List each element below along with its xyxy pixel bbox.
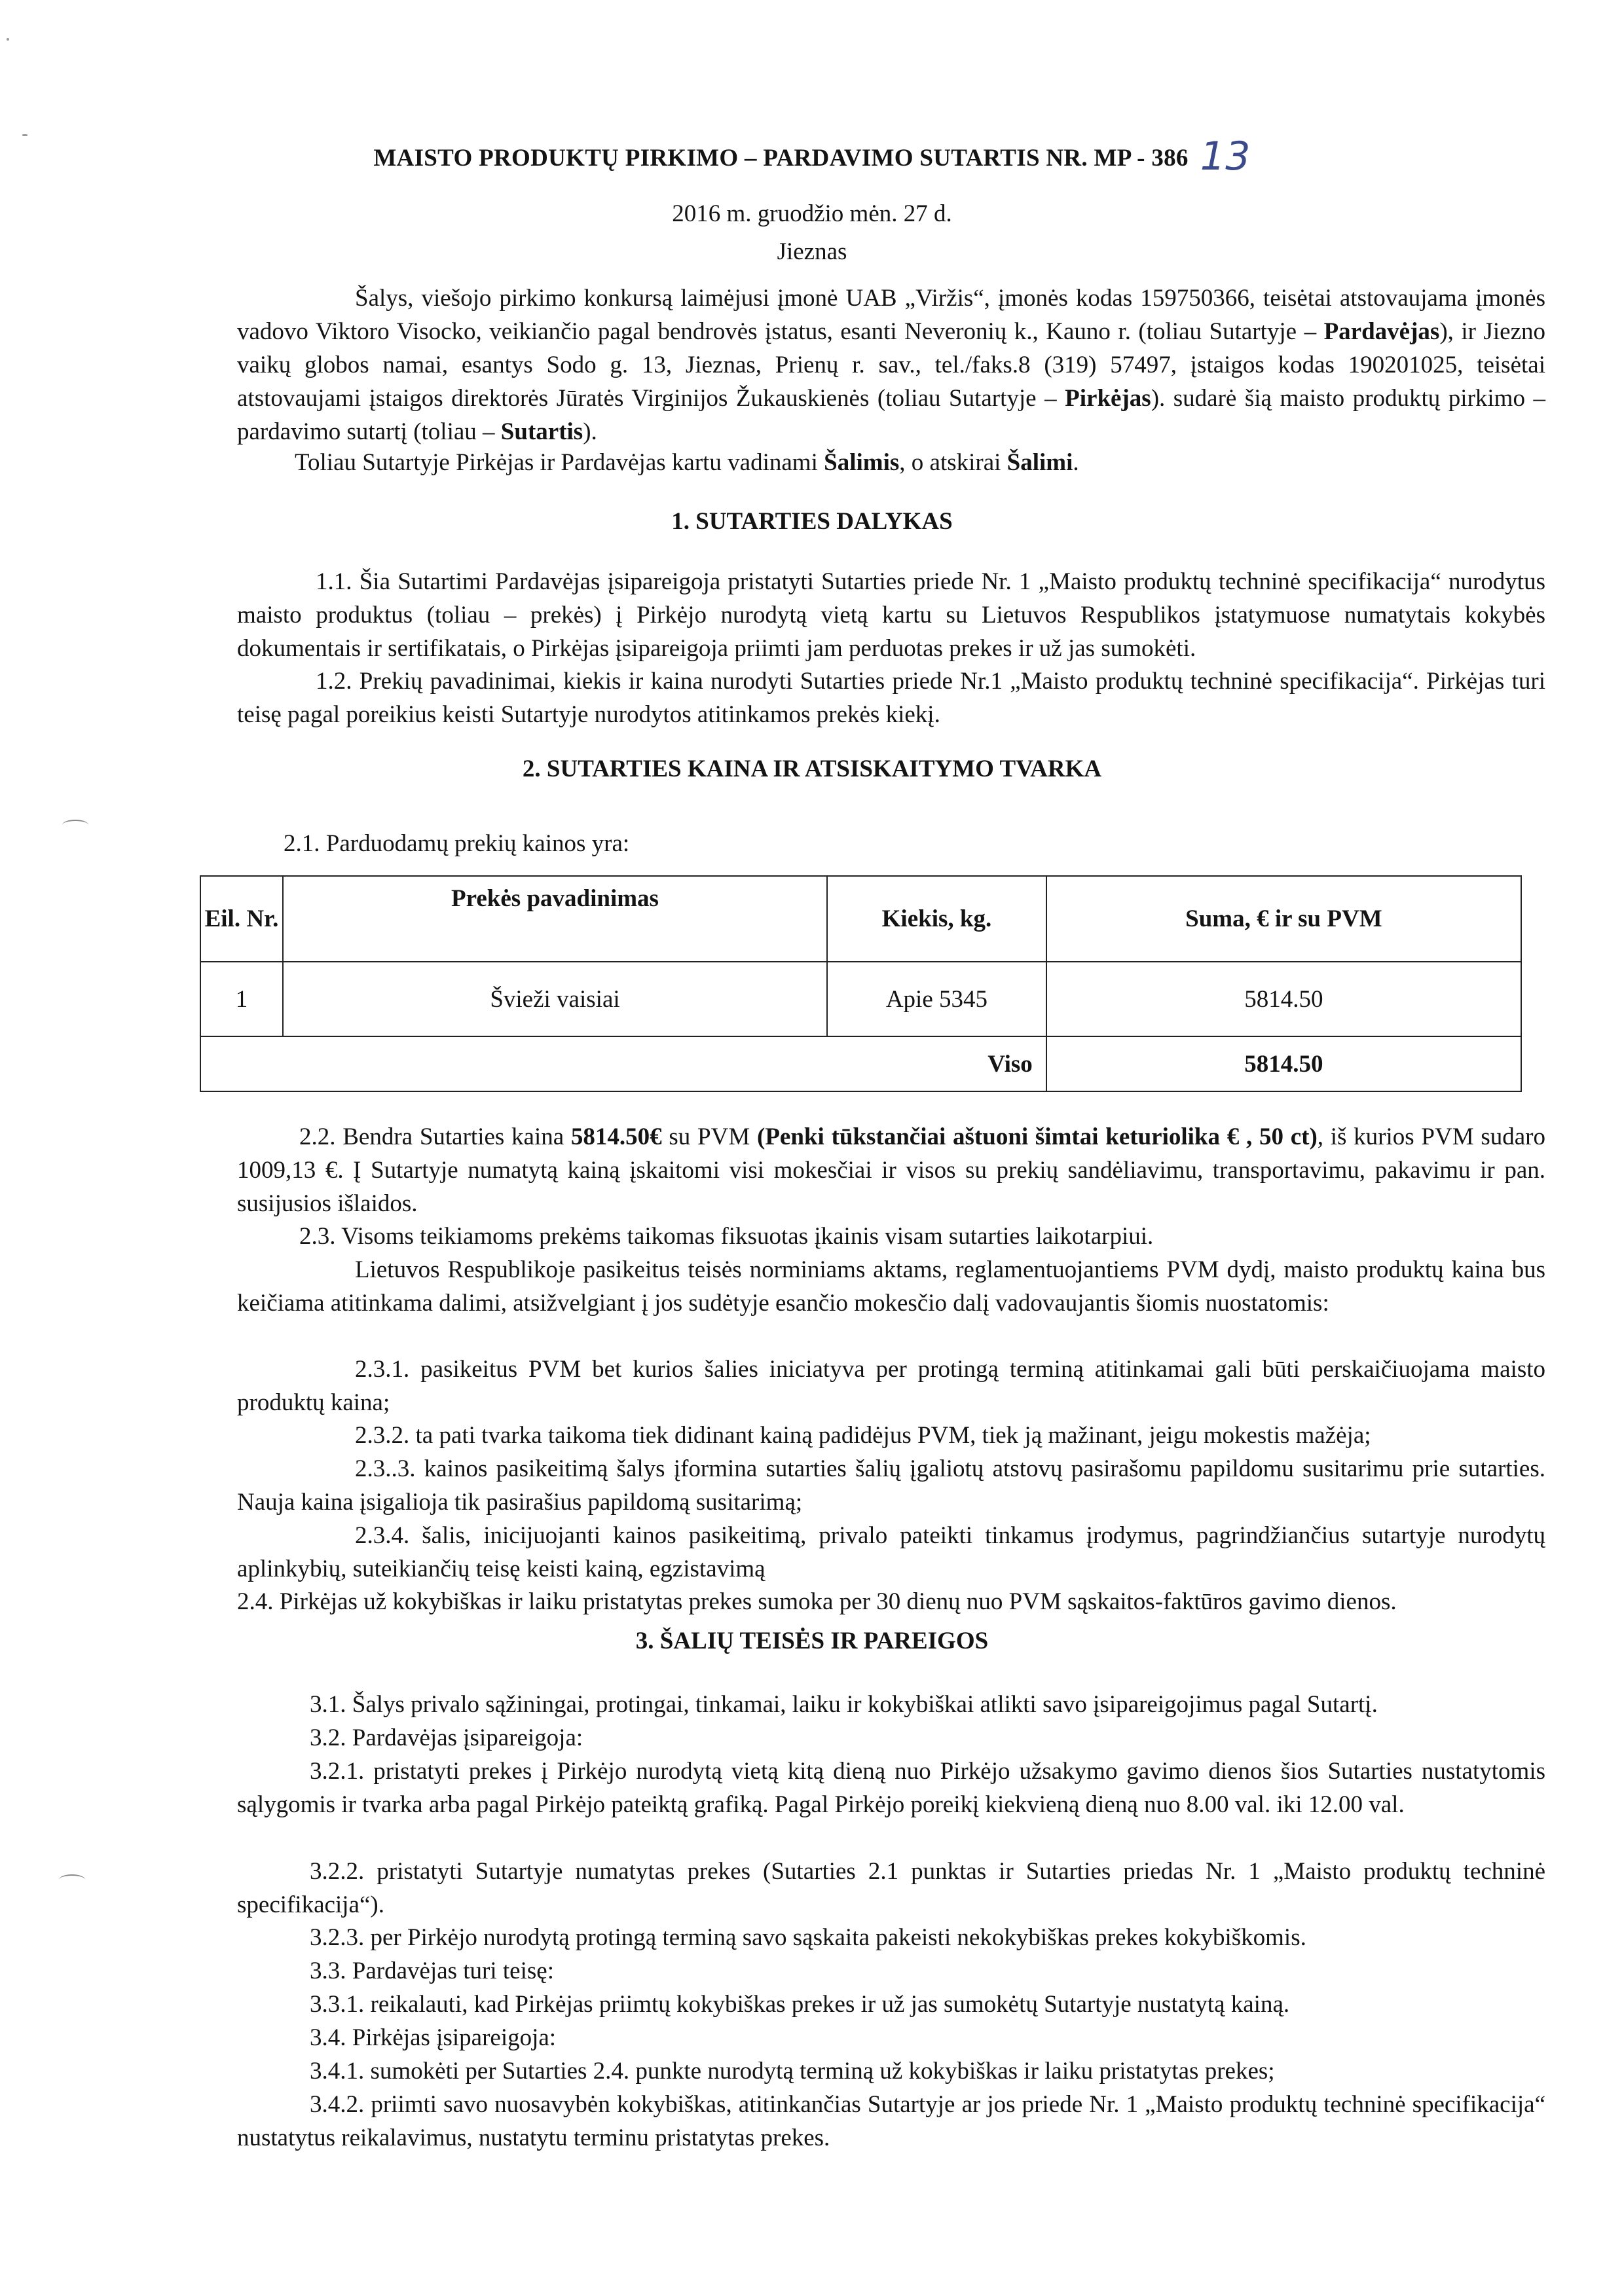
clause-2-3-2: 2.3.2. ta pati tvarka taikoma tiek didinant kainą padidėjus PVM, tiek ją mažinant, jeigu mokestis mažėja; bbox=[355, 1422, 1371, 1449]
cell-sum: 5814.50 bbox=[1046, 962, 1521, 1036]
col-header-sum: Suma, € ir su PVM bbox=[1046, 876, 1521, 962]
table-row bbox=[200, 962, 1521, 1036]
scan-speck bbox=[7, 38, 9, 41]
clause-3-4-2: 3.4.2. priimti savo nuosavybėn kokybiškas, atitinkančias Sutartyje ar jos priede Nr. 1 „Maisto produktų techninė specifikacija“ nustatytus reikalavimus, nustatytu terminu pristatytas prekes. bbox=[237, 2091, 1545, 2151]
price-table-header bbox=[200, 876, 1521, 962]
clause-2-1: 2.1. Parduodamų prekių kainos yra: bbox=[284, 830, 630, 857]
col-header-quantity: Kiekis, kg. bbox=[827, 876, 1046, 962]
clause-2-3: 2.3. Visoms teikiamoms prekėms taikomas fiksuotas įkainis visam sutarties laikotarpiui. bbox=[299, 1223, 1154, 1250]
clause-2-2: 2.2. Bendra Sutarties kaina 5814.50€ su PVM (Penki tūkstančiai aštuoni šimtai keturiolika € , 50 ct), iš kurios PVM sudaro 1009,13 €. Į Sutartyje numatytą kainą įskaitomi visi mokesčiai ir visos su prekių sandėliavimu, transportavimu, pakavimu ir pan. susijusios išlaidos. bbox=[237, 1123, 1545, 1217]
clause-2-4: 2.4. Pirkėjas už kokybiškas ir laiku pristatytas prekes sumoka per 30 dienų nuo PVM sąskaitos-faktūros gavimo dienos. bbox=[237, 1588, 1397, 1615]
cell-no: 1 bbox=[200, 962, 283, 1036]
clause-2-3-4: 2.3.4. šalis, inicijuojanti kainos pasikeitimą, privalo pateikti tinkamus įrodymus, pagrindžiančius sutartyje nurodytų aplinkybių, suteikiančių teisę keisti kainą, egzistavimą bbox=[237, 1522, 1545, 1582]
title-text: MAISTO PRODUKTŲ PIRKIMO – PARDAVIMO SUTARTIS NR. MP - 386 bbox=[373, 145, 1189, 172]
clause-3-1: 3.1. Šalys privalo sąžiningai, protingai, tinkamai, laiku ir kokybiškai atlikti savo įsipareigojimus pagal Sutartį. bbox=[310, 1691, 1378, 1718]
document-title bbox=[0, 130, 1624, 179]
clause-3-4: 3.4. Pirkėjas įsipareigoja: bbox=[310, 2024, 557, 2051]
intro-paragraph: Šalys, viešojo pirkimo konkursą laimėjusi įmonė UAB „Viržis“, įmonės kodas 159750366, teisėtai atstovaujama įmonės vadovo Viktoro Visocko, veikiančio pagal bendrovės įstatus, esanti Neveronių k., Kauno r. (toliau Sutartyje – Pardavėjas), ir Jiezno vaikų globos namai, esantys Sodo g. 13, Jieznas, Prienų r. sav., tel./faks.8 (319) 57497, įstaigos kodas 190201025, teisėtai atstovaujami įstaigos direktorės Jūratės Virginijos Žukauskienės (toliau Sutartyje – Pirkėjas). sudarė šią maisto produktų pirkimo – pardavimo sutartį (toliau – Sutartis). bbox=[237, 285, 1545, 445]
col-header-no: Eil. Nr. bbox=[200, 876, 283, 962]
clause-3-3: 3.3. Pardavėjas turi teisę: bbox=[310, 1958, 554, 1984]
punch-hole-mark bbox=[62, 820, 88, 830]
clause-3-2-2: 3.2.2. pristatyti Sutartyje numatytas prekes (Sutarties 2.1 punktas ir Sutarties priedas Nr. 1 „Maisto produktų techninė specifikacija“). bbox=[237, 1858, 1545, 1918]
clause-3-2-1: 3.2.1. pristatyti prekes į Pirkėjo nurodytą vietą kitą dieną nuo Pirkėjo užsakymo gavimo dienos šios Sutarties nustatytomis sąlygomis ir tvarka arba pagal Pirkėjo pateiktą grafiką. Pagal Pirkėjo poreikį kiekvieną dieną nuo 8.00 val. iki 12.00 val. bbox=[237, 1758, 1545, 1818]
punch-hole-mark bbox=[59, 1874, 85, 1885]
clause-2-3-1: 2.3.1. pasikeitus PVM bet kurios šalies iniciatyva per protingą terminą atitinkamai gali būti perskaičiuojama maisto produktų kaina; bbox=[237, 1356, 1545, 1416]
clause-3-2: 3.2. Pardavėjas įsipareigoja: bbox=[310, 1724, 583, 1751]
section-1-heading: 1. SUTARTIES DALYKAS bbox=[671, 508, 953, 535]
clause-3-2-3: 3.2.3. per Pirkėjo nurodytą protingą terminą savo sąskaita pakeisti nekokybiškas prekes kokybiškomis. bbox=[310, 1924, 1306, 1951]
clause-3-3-1: 3.3.1. reikalauti, kad Pirkėjas priimtų kokybiškas prekes ir už jas sumokėtų Sutartyje nustatytą kainą. bbox=[310, 1991, 1290, 2018]
price-table bbox=[200, 875, 1522, 1092]
total-value: 5814.50 bbox=[1046, 1036, 1521, 1091]
intro-definitions: Toliau Sutartyje Pirkėjas ir Pardavėjas kartu vadinami Šalimis, o atskirai Šalimi. bbox=[295, 449, 1079, 476]
clause-3-4-1: 3.4.1. sumokėti per Sutarties 2.4. punkte nurodytą terminą už kokybiškas ir laiku pristatytas prekes; bbox=[310, 2058, 1275, 2085]
cell-empty bbox=[200, 1036, 827, 1091]
cell-item: Švieži vaisiai bbox=[283, 962, 827, 1036]
col-header-item: Prekės pavadinimas bbox=[283, 876, 827, 962]
clause-1-1: 1.1. Šia Sutartimi Pardavėjas įsipareigoja pristatyti Sutarties priede Nr. 1 „Maisto produktų techninė specifikacija“ nurodytus maisto produktus (toliau – prekės) į Pirkėjo nurodytą vietą kartu su Lietuvos Respublikos įstatymuose numatytais kokybės dokumentais ir sertifikatais, o Pirkėjas įsipareigoja priimti jam perduotas prekes ir už jas sumokėti. bbox=[237, 568, 1545, 662]
handwritten-number: 13 bbox=[1200, 134, 1251, 179]
contract-date: 2016 m. gruodžio mėn. 27 d. bbox=[672, 200, 952, 227]
section-2-heading: 2. SUTARTIES KAINA IR ATSISKAITYMO TVARKA bbox=[522, 756, 1102, 782]
total-label: Viso bbox=[827, 1036, 1046, 1091]
clause-1-2: 1.2. Prekių pavadinimai, kiekis ir kaina nurodyti Sutarties priede Nr.1 „Maisto produktų techninė specifikacija“. Pirkėjas turi teisę pagal poreikius keisti Sutartyje nurodytos atitinkamos prekės kiekį. bbox=[237, 668, 1545, 728]
date-place-block bbox=[0, 195, 1624, 271]
contract-place: Jieznas bbox=[777, 238, 847, 265]
clause-2-3-intro: Lietuvos Respublikoje pasikeitus teisės norminiams aktams, reglamentuojantiems PVM dydį, maisto produktų kaina bus keičiama atitinkama dalimi, atsižvelgiant į jos sudėtyje esančio mokesčio dalį vadovaujantis šiomis nuostatomis: bbox=[237, 1256, 1545, 1317]
table-total-row bbox=[200, 1036, 1521, 1091]
section-3-heading: 3. ŠALIŲ TEISĖS IR PAREIGOS bbox=[635, 1628, 989, 1654]
clause-2-3-3: 2.3..3. kainos pasikeitimą šalys įformina sutarties šalių įgaliotų atstovų pasirašomu papildomu susitarimu prie sutarties. Nauja kaina įsigalioja tik pasirašius papildomą susitarimą; bbox=[237, 1455, 1545, 1516]
cell-quantity: Apie 5345 bbox=[827, 962, 1046, 1036]
